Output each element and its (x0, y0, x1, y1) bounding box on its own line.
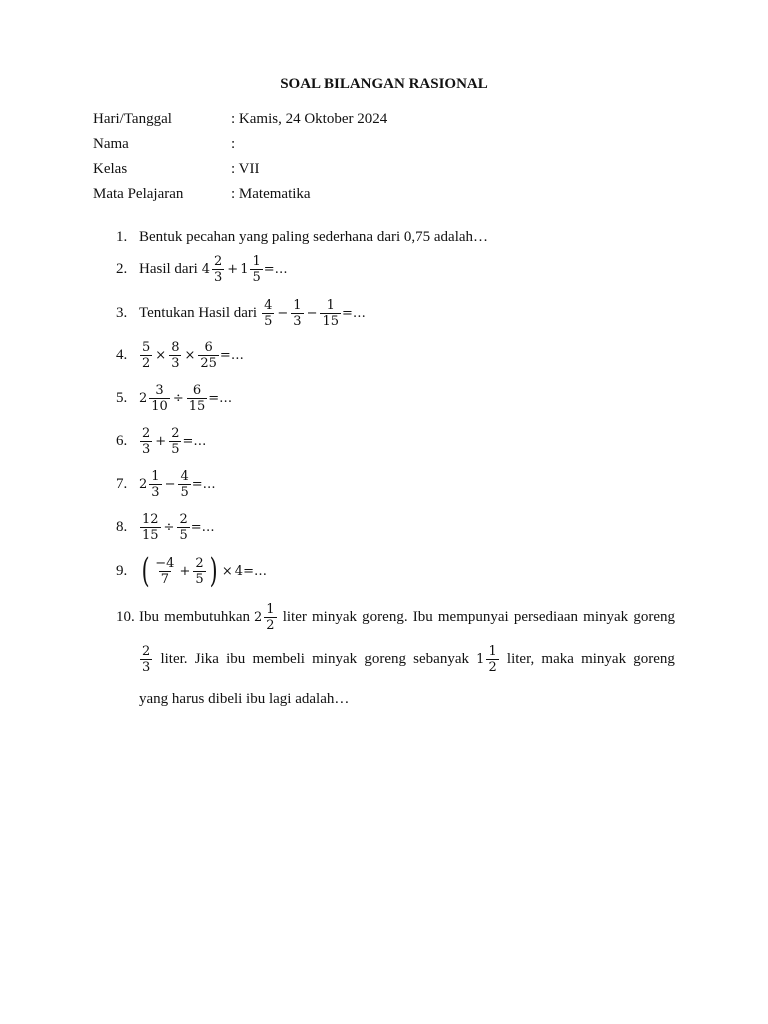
word: membeli (252, 650, 305, 667)
info-row-subject (93, 182, 693, 207)
denominator: 25 (200, 355, 217, 371)
equals-ellipsis: =… (219, 347, 244, 363)
info-label: Hari/Tanggal (93, 111, 172, 127)
denominator: 15 (188, 398, 206, 414)
equals-ellipsis: =… (190, 519, 215, 535)
numerator: 2 (171, 425, 180, 441)
right-parenthesis: ) (209, 551, 218, 591)
denominator: 15 (322, 313, 340, 329)
question-6 (116, 424, 676, 458)
operator: − (306, 305, 318, 321)
word: Jika (194, 650, 219, 667)
numerator: 4 (264, 297, 273, 313)
fraction (140, 340, 152, 371)
operator: − (277, 305, 289, 321)
info-label: Nama (93, 136, 129, 152)
info-value: : VII (231, 161, 260, 177)
numerator: 2 (142, 425, 151, 441)
fraction (320, 298, 341, 329)
operator: × (155, 347, 167, 363)
word: goreng (633, 608, 675, 625)
fraction (250, 254, 262, 285)
header-info (93, 107, 693, 207)
denominator: 5 (195, 571, 204, 587)
denominator: 2 (266, 617, 275, 633)
denominator: 3 (151, 484, 160, 500)
question-text: yang harus dibeli ibu lagi adalah… (139, 690, 350, 707)
fraction (140, 644, 152, 675)
question-number: 2. (116, 261, 128, 277)
word: goreng (364, 650, 406, 667)
operator: + (155, 433, 167, 449)
word: membutuhkan (164, 608, 250, 625)
left-parenthesis: ( (141, 551, 150, 591)
numerator: 3 (155, 382, 164, 398)
fraction (169, 426, 181, 457)
word: Ibu (139, 608, 159, 625)
fraction (140, 426, 152, 457)
fraction (193, 556, 205, 587)
question-text: Hasil dari (139, 260, 198, 277)
question-number: 9. (116, 563, 128, 579)
denominator: 3 (171, 355, 180, 371)
fraction (169, 340, 181, 371)
fraction (212, 254, 224, 285)
word: ibu (226, 650, 246, 667)
question-1 (116, 220, 676, 254)
denominator: 2 (488, 659, 497, 675)
question-2 (116, 252, 676, 286)
numerator: 8 (171, 339, 180, 355)
denominator: 2 (142, 355, 151, 371)
denominator: 5 (171, 441, 180, 457)
operator: + (227, 261, 239, 277)
info-value: : Kamis, 24 Oktober 2024 (231, 111, 388, 127)
question-number: 1. (116, 229, 128, 245)
word: sebanyak (413, 650, 469, 667)
numerator: −4 (155, 555, 175, 571)
question-line-3 (139, 682, 675, 716)
word: mempunyai (437, 608, 509, 625)
denominator: 5 (180, 484, 189, 500)
numerator: 4 (180, 468, 189, 484)
question-5 (116, 381, 676, 415)
numerator: 5 (142, 339, 151, 355)
question-number: 7. (116, 476, 128, 492)
word: liter, (506, 650, 535, 667)
mixed-whole: 2 (139, 390, 148, 406)
word: goreng. (362, 608, 408, 625)
fraction (291, 298, 303, 329)
word: minyak (312, 650, 358, 667)
question-number: 3. (116, 305, 128, 321)
question-line-1 (139, 600, 675, 634)
question-text: Tentukan Hasil dari (139, 304, 258, 321)
numerator: 6 (192, 382, 202, 398)
word: minyak (312, 608, 358, 625)
question-8 (116, 510, 676, 544)
denominator: 7 (160, 571, 169, 587)
operator: × (221, 563, 233, 579)
numerator: 1 (326, 297, 335, 313)
fraction (140, 512, 161, 543)
numerator: 2 (195, 555, 204, 571)
fraction (149, 469, 161, 500)
operator: + (179, 563, 191, 579)
question-number: 5. (116, 390, 128, 406)
question-number: 4. (116, 347, 128, 363)
denominator: 3 (142, 441, 151, 457)
word: minyak (583, 608, 629, 625)
equals-ellipsis: =… (243, 563, 267, 579)
operator: × (184, 347, 196, 363)
equals-ellipsis: =… (191, 476, 216, 492)
fraction (177, 512, 189, 543)
denominator: 5 (264, 313, 273, 329)
fraction (153, 556, 176, 587)
numerator: 1 (151, 468, 160, 484)
fraction (149, 383, 170, 414)
info-label: Mata Pelajaran (93, 186, 184, 202)
denominator: 5 (252, 269, 261, 285)
word: liter. (160, 650, 188, 667)
factor-value: 4 (234, 563, 244, 579)
equals-ellipsis: =… (263, 261, 288, 277)
word: maka (541, 650, 574, 667)
operator: − (164, 476, 176, 492)
fraction (262, 298, 274, 329)
denominator: 3 (214, 269, 223, 285)
fraction (178, 469, 190, 500)
question-line-2 (139, 642, 675, 676)
mixed-whole: 1 (240, 261, 249, 277)
question-4 (116, 338, 676, 372)
numerator: 2 (214, 253, 223, 269)
mixed-whole: 2 (139, 476, 148, 492)
mixed-whole: 2 (253, 609, 263, 625)
fraction (486, 644, 498, 675)
word: persediaan (513, 608, 579, 625)
numerator: 12 (142, 511, 159, 527)
word: goreng (633, 650, 675, 667)
info-row-class (93, 157, 693, 182)
fraction (264, 602, 276, 633)
equals-ellipsis: =… (342, 305, 366, 321)
numerator: 2 (142, 643, 151, 659)
equals-ellipsis: =… (208, 390, 233, 406)
numerator: 6 (204, 339, 213, 355)
numerator: 1 (488, 643, 497, 659)
denominator: 10 (151, 398, 168, 414)
word: Ibu (412, 608, 433, 625)
equals-ellipsis: =… (182, 433, 207, 449)
question-number: 10. (116, 609, 135, 625)
phrase (164, 602, 277, 633)
question-number: 8. (116, 519, 128, 535)
question-text: Bentuk pecahan yang paling sederhana dari 0,75 adalah… (139, 228, 489, 245)
fraction (198, 340, 219, 371)
mixed-number (476, 644, 500, 675)
page-title: SOAL BILANGAN RASIONAL (280, 76, 488, 92)
mixed-whole: 1 (476, 651, 485, 667)
info-value: : Matematika (231, 186, 311, 202)
mixed-whole: 4 (201, 261, 211, 277)
word: minyak (581, 650, 627, 667)
fraction (187, 383, 208, 414)
numerator: 1 (293, 297, 302, 313)
numerator: 1 (252, 253, 261, 269)
denominator: 3 (293, 313, 302, 329)
info-label: Kelas (93, 161, 128, 177)
operator: ÷ (163, 519, 175, 535)
word: liter (282, 608, 307, 625)
info-value: : (231, 136, 236, 152)
numerator: 2 (179, 511, 188, 527)
question-3 (116, 296, 676, 330)
info-row-date (93, 107, 693, 132)
question-7 (116, 467, 676, 501)
info-row-name (93, 132, 693, 157)
denominator: 3 (142, 659, 151, 675)
question-number: 6. (116, 433, 128, 449)
operator: ÷ (172, 390, 184, 406)
numerator: 1 (266, 601, 275, 617)
denominator: 5 (179, 527, 188, 543)
question-9 (116, 551, 676, 591)
denominator: 15 (142, 527, 159, 543)
